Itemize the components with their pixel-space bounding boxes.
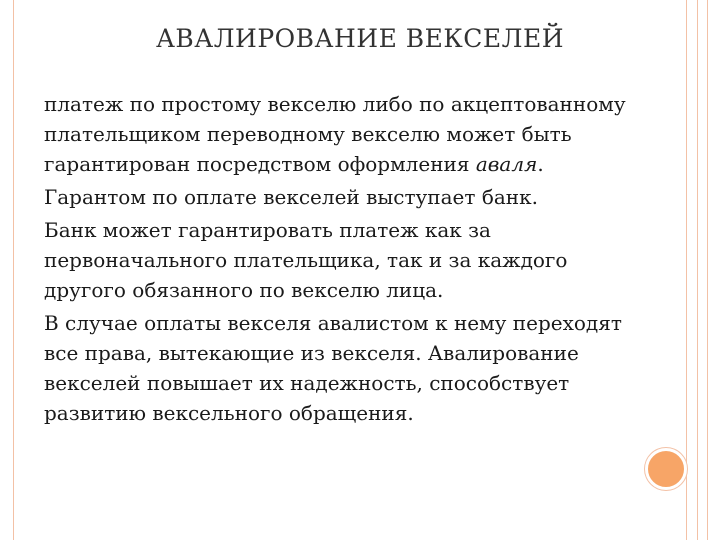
- paragraph: [44, 308, 654, 428]
- paragraph-text: В случае оплаты векселя авалистом к нему переходят все права, вытекающие из векселя. Авалирование векселей повышает их надежность, способствует развитию вексельного обращения.: [44, 311, 622, 425]
- accent-circle: [645, 448, 687, 490]
- paragraph: [44, 182, 654, 212]
- paragraph-text: Гарантом по оплате векселей выступает банк.: [44, 185, 538, 209]
- left-frame-line: [13, 0, 14, 540]
- italic-term: аваля: [475, 152, 538, 176]
- paragraph-text: .: [537, 152, 544, 176]
- paragraph: [44, 215, 654, 305]
- right-frame-line: [686, 0, 687, 540]
- slide-body: [44, 89, 654, 428]
- right-frame-line: [707, 0, 708, 540]
- paragraph-text: платеж по простому векселю либо по акцептованному плательщиком переводному векселю может быть гарантирован посредством оформления: [44, 92, 626, 176]
- paragraph-text: Банк может гарантировать платеж как за первоначального плательщика, так и за каждого другого обязанного по векселю лица.: [44, 218, 568, 302]
- paragraph: [44, 89, 654, 179]
- slide-title: АВАЛИРОВАНИЕ ВЕКСЕЛЕЙ: [155, 24, 565, 53]
- right-frame-line: [697, 0, 698, 540]
